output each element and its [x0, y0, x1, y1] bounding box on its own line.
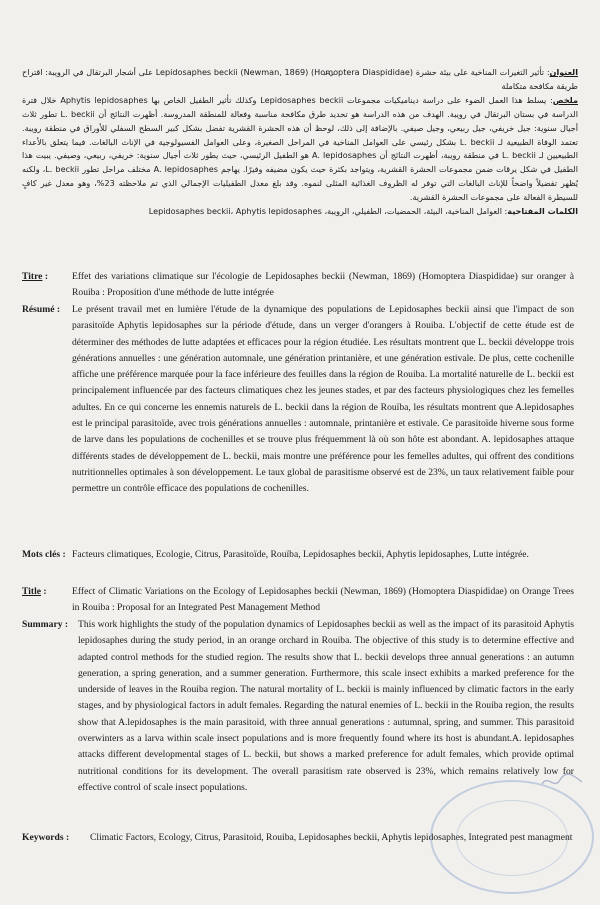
english-title-label: Title — [22, 586, 42, 597]
french-keywords-label: Mots clés — [22, 549, 61, 560]
arabic-title-text: تأثير التغيرات المناخية على بيئة حشرة Lepidosaphes beckii (Newman, 1869) (Homoptera Diaspididae) على أشجار البرتقال في الرويبة: اقتراح طريقة مكافحة متكاملة — [22, 67, 578, 91]
arabic-summary-text: يسلط هذا العمل الضوء على دراسة ديناميكيات مجموعات Lepidosaphes beckii وكذلك تأثير الطفيل الخاص بها Aphytis lepidosaphes خلال فترة الدراسة في بستان البرتقال في رويبة. الهدف من هذه الدراسة هو تحديد طرق مكافحة مناسبة وفعالة للمنطقة المدروسة. أظهرت النتائج أن L. beckii تطور ثلاث أجيال سنوية: جيل خريفي، جيل ربيعي، وجيل صيفي. بالإضافة إلى ذلك، لوحظ أن هذه الحشرة القشرية تفضل بشكل كبير السطح السفلي للأوراق في منطقة رويبة. تعتمد الوفاة الطبيعية لـ L. beckii بشكل رئيسي على العوامل المناخية في المراحل الصغيرة، وعلى العوامل الفسيولوجية في الإناث البالغات. فيما يتعلق بالأعداء الطبيعيين لـ L. beckii في منطقة رويبة، أظهرت النتائج أن A. lepidosaphes هو الطفيل الرئيسي، حيث يطور ثلاث أجيال سنوية: خريفي، ربيعي، وصيفي. يبيت هذا الطفيل في شكل يرقات ضمن مجموعات الحشرة القشرية، ويتواجد بكثرة حيث يكون مضيفه وفيرًا. يهاجم A. lepidosaphes مختلف مراحل تطور L. beckii، ولكنه يُظهر تفضيلاً واضحاً للإناث البالغات التي توفر له الظروف الغذائية المثلى لنموه. وقد بلغ معدل الطفيليات الإجمالي الذي تم ملاحظته 23%، وهو معدل غير كافٍ للسيطرة الفعالة على مجموعات الحشرة القشرية. — [22, 94, 578, 203]
arabic-keywords-text: العوامل المناخية، البيئة، الحمضيات، الطفيلي، الرويبة، Lepidosaphes beckii، Aphytis lepidosaphes — [148, 206, 502, 217]
french-title-text: Effet des variations climatique sur l'écologie de Lepidosaphes beckii (Newman, 1869) (Homoptera Diaspididae) sur oranger à Rouiba : Proposition d'une méthode de lutte intégrée — [72, 271, 574, 299]
english-title-text: Effect of Climatic Variations on the Ecology of Lepidosaphes beckii (Newman, 1869) (Homoptera Diaspididae) on Orange Trees in Rouiba : Proposal for an Integrated Pest Management Method — [72, 586, 574, 614]
arabic-title-label: العنوان — [549, 67, 578, 77]
arabic-keywords-label: الكلمات المفتاحية — [507, 206, 578, 217]
french-title-block: Titre : Effet des variations climatique sur l'écologie de Lepidosaphes beckii (Newman, 1869) (Homoptera Diaspididae) sur oranger à Rouiba : Proposition d'une méthode de lutte intégrée — [22, 269, 578, 302]
french-keywords-text: Facteurs climatiques, Ecologie, Citrus, Parasitoïde, Rouïba, Lepidosaphes beckii, Aphytis lepidosaphes, Lutte intégrée. — [72, 549, 529, 560]
french-summary-block: Résumé : Le présent travail met en lumière l'étude de la dynamique des populations de Lepidosaphes beckii ainsi que l'impact de son parasitoïde Aphytis lepidosaphes sur la période d'étude, dans un verger d'orangers à Rouiba. L'objectif de cette étude est de déterminer des méthodes de lutte adaptées et efficaces pour la région étudiée. Les résultats montrent que L. beckii développe trois générations annuelles : une génération automnale, une génération printanière, et une génération estivale. De plus, cette cochenille affiche une préférence marquée pour la face inférieure des feuilles dans la région de Rouiba. La mortalité naturelle de L. beckii est principalement influencée par des facteurs climatiques chez les jeunes stades, et par des facteurs physiologiques chez les femelles adultes. En ce qui concerne les ennemis naturels de L. beckii dans la région de Rouïba, les résultats montrent que A.lepidosaphes est le principal parasitoïde, avec trois générations annuelles : automnale, printanière et estivale. Ce parasitoïde hiverne sous forme de larve dans les populations de cochenilles et se trouve plus fréquemment là où son hôte est abondant. A. lepidosaphes attaque différents stades de développement de L. beckii, mais montre une préférence pour les femelles adultes, qui offrent des conditions nutritionnelles optimales à son développement. Le taux global de parasitisme observé est de 23%, un taux relativement faible pour permettre un contrôle efficace des populations de cochenilles. — [22, 302, 578, 498]
faded-stamp-inner-ring — [456, 800, 568, 876]
handwritten-mark — [540, 770, 584, 792]
english-keywords-label: Keywords — [22, 832, 64, 843]
english-keywords-block: Keywords : Climatic Factors, Ecology, Citrus, Parasitoid, Rouiba, Lepidosaphes beckii, Aphytis lepidosaphes, Integrated pest managment — [22, 830, 578, 846]
arabic-title: العنوان: تأثير التغيرات المناخية على بيئة حشرة Lepidosaphes beckii (Newman, 1869) (Homoptera Diaspididae) على أشجار البرتقال في الرويبة: اقتراح طريقة مكافحة متكاملة — [22, 67, 578, 91]
english-title-block: Title : Effect of Climatic Variations on the Ecology of Lepidosaphes beckii (Newman, 1869) (Homoptera Diaspididae) on Orange Trees in Rouiba : Proposal for an Integrated Pest Management Method — [22, 584, 578, 617]
arabic-summary: ملخص: يسلط هذا العمل الضوء على دراسة ديناميكيات مجموعات Lepidosaphes beckii وكذلك تأثير الطفيل الخاص بها Aphytis lepidosaphes خلال فترة الدراسة في بستان البرتقال في رويبة. الهدف من هذه الدراسة هو تحديد طرق مكافحة مناسبة وفعالة للمنطقة المدروسة. أظهرت النتائج أن L. beckii تطور ثلاث أجيال سنوية: جيل خريفي، جيل ربيعي، وجيل صيفي. بالإضافة إلى ذلك، لوحظ أن هذه الحشرة القشرية تفضل بشكل كبير السطح السفلي للأوراق في منطقة رويبة. تعتمد الوفاة الطبيعية لـ L. beckii بشكل رئيسي على العوامل المناخية في المراحل الصغيرة، وعلى العوامل الفسيولوجية في الإناث البالغات. فيما يتعلق بالأعداء الطبيعيين لـ L. beckii في منطقة رويبة، أظهرت النتائج أن A. lepidosaphes هو الطفيل الرئيسي، حيث يطور ثلاث أجيال سنوية: خريفي، ربيعي، وصيفي. يبيت هذا الطفيل في شكل يرقات ضمن مجموعات الحشرة القشرية، ويتواجد بكثرة حيث يكون مضيفه وفيرًا. يهاجم A. lepidosaphes مختلف مراحل تطور L. beckii، ولكنه يُظهر تفضيلاً واضحاً للإناث البالغات التي توفر له الظروف الغذائية المثلى لنموه. وقد بلغ معدل الطفيليات الإجمالي الذي تم ملاحظته 23%، وهو معدل غير كافٍ للسيطرة الفعالة على مجموعات الحشرة القشرية. — [22, 94, 578, 203]
english-summary-text: This work highlights the study of the population dynamics of Lepidosaphes beckii as well as the impact of its parasitoid Aphytis lepidosaphes during the study period, in an orange orchard in Rouiba. The objective of this study is to determine effective and adapted control methods for the studied region. The results show that L. beckii develops three annual generations : an autumn generation, a spring generation, and a summer generation. Furthermore, this scale insect exhibits a marked preference for the underside of leaves in the Rouiba region. The natural mortality of L. beckii is mainly influenced by climatic factors in the early stages, and by physiological factors in adult females. Regarding the natural enemies of L. beckii in the Rouiba region, the results show that A.lepidosaphes is the main parasitoid, with three annual generations : autumnal, spring, and summer. This parasitoid overwinters as a larva within scale insect populations and is more frequently found where its host is abundant.A. lepidosaphes attacks different developmental stages of L. beckii, but shows a marked preference for adult females, which provide optimal nutritional conditions for its development. The overall parasitism rate observed is 23%, which remains relatively low for effective control of scale insect populations. — [78, 619, 574, 793]
english-summary-block: Summary : This work highlights the study of the population dynamics of Lepidosaphes beckii as well as the impact of its parasitoid Aphytis lepidosaphes during the study period, in an orange orchard in Rouiba. The objective of this study is to determine effective and adapted control methods for the studied region. The results show that L. beckii develops three annual generations : an autumn generation, a spring generation, and a summer generation. Furthermore, this scale insect exhibits a marked preference for the underside of leaves in the Rouiba region. The natural mortality of L. beckii is mainly influenced by climatic factors in the early stages, and by physiological factors in adult females. Regarding the natural enemies of L. beckii in the Rouiba region, the results show that A.lepidosaphes is the main parasitoid, with three annual generations : autumnal, spring, and summer. This parasitoid overwinters as a larva within scale insect populations and is more frequently found where its host is abundant.A. lepidosaphes attacks different developmental stages of L. beckii, but shows a marked preference for adult females, which provide optimal nutritional conditions for its development. The overall parasitism rate observed is 23%, which remains relatively low for effective control of scale insect populations. — [22, 617, 578, 796]
english-summary-label: Summary — [22, 619, 63, 630]
french-title-label: Titre — [22, 271, 43, 282]
french-summary-label: Résumé — [22, 304, 55, 315]
arabic-summary-label: ملخص — [552, 94, 578, 105]
arabic-section — [22, 66, 578, 219]
english-keywords-text: Climatic Factors, Ecology, Citrus, Parasitoid, Rouiba, Lepidosaphes beckii, Aphytis lepidosaphes, Integrated pest managment — [90, 832, 573, 843]
french-summary-text: Le présent travail met en lumière l'étude de la dynamique des populations de Lepidosaphes beckii ainsi que l'impact de son parasitoïde Aphytis lepidosaphes sur la période d'étude, dans un verger d'orangers à Rouiba. L'objectif de cette étude est de déterminer des méthodes de lutte adaptées et efficaces pour la région étudiée. Les résultats montrent que L. beckii développe trois générations annuelles : une génération automnale, une génération printanière, et une génération estivale. De plus, cette cochenille affiche une préférence marquée pour la face inférieure des feuilles dans la région de Rouiba. La mortalité naturelle de L. beckii est principalement influencée par des facteurs climatiques chez les jeunes stades, et par des facteurs physiologiques chez les femelles adultes. En ce qui concerne les ennemis naturels de L. beckii dans la région de Rouïba, les résultats montrent que A.lepidosaphes est le principal parasitoïde, avec trois générations annuelles : automnale, printanière et estivale. Ce parasitoïde hiverne sous forme de larve dans les populations de cochenilles et se trouve plus fréquemment là où son hôte est abondant. A. lepidosaphes attaque différents stades de développement de L. beckii, mais montre une préférence pour les femelles adultes, qui offrent des conditions nutritionnelles optimales à son développement. Le taux global de parasitisme observé est de 23%, un taux relativement faible pour permettre un contrôle efficace des populations de cochenilles. — [72, 304, 574, 495]
arabic-keywords: الكلمات المفتاحية: العوامل المناخية، البيئة، الحمضيات، الطفيلي، الرويبة، Lepidosaphes beckii، Aphytis lepidosaphes — [148, 206, 578, 217]
french-keywords-block: Mots clés : Facteurs climatiques, Ecologie, Citrus, Parasitoïde, Rouïba, Lepidosaphes beckii, Aphytis lepidosaphes, Lutte intégrée. — [22, 547, 578, 563]
